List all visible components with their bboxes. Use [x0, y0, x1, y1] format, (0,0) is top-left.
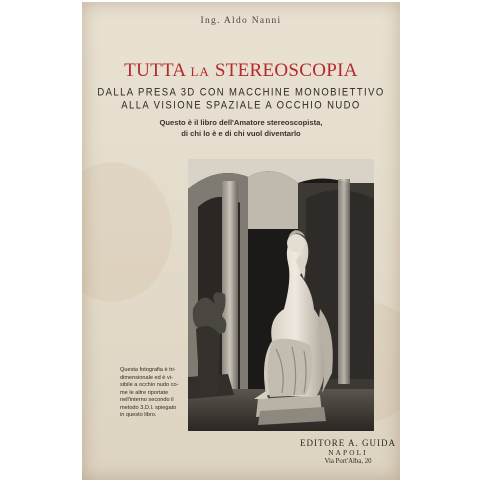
- publisher-city: NAPOLI: [328, 449, 368, 457]
- subtitle-line-2: ALLA VISIONE SPAZIALE A OCCHIO NUDO: [121, 99, 361, 112]
- publisher-address: Via Port'Alba, 20: [324, 458, 372, 465]
- book-title: [82, 60, 400, 82]
- caption-line: sibile a occhio nudo co-: [120, 382, 179, 388]
- tagline-line-1: Questo è il libro dell'Amatore stereoscopista,: [159, 118, 323, 127]
- paper-stain: [82, 162, 172, 302]
- tagline-line-2: di chi lo è e di chi vuol diventarlo: [181, 129, 301, 138]
- caption-line: dimensionale ed è vi-: [120, 374, 173, 381]
- caption-line: Questa fotografia è tri-: [120, 367, 176, 373]
- statue-photograph: [188, 159, 374, 431]
- publisher-name: EDITORE A. GUIDA: [299, 438, 397, 448]
- caption-line: me le altre riportate: [120, 389, 169, 396]
- caption-line: nell'interno secondo il: [120, 397, 174, 403]
- title-word-1: TUTTA: [124, 60, 186, 81]
- title-word-2: LA: [190, 64, 210, 79]
- subtitle-line-1: DALLA PRESA 3D CON MACCHINE MONOBIETTIVO: [97, 86, 385, 99]
- book-cover: [82, 2, 400, 480]
- photo-caption: [120, 367, 192, 420]
- title-word-3: STEREOSCOPIA: [214, 60, 358, 81]
- author-name: Ing. Aldo Nanni: [200, 16, 282, 26]
- caption-line: metodo 3.D.I. spiegato: [120, 404, 177, 411]
- publisher-block: [298, 438, 398, 465]
- caption-line: in questo libro.: [120, 412, 157, 418]
- statue-photo-illustration: [188, 159, 374, 431]
